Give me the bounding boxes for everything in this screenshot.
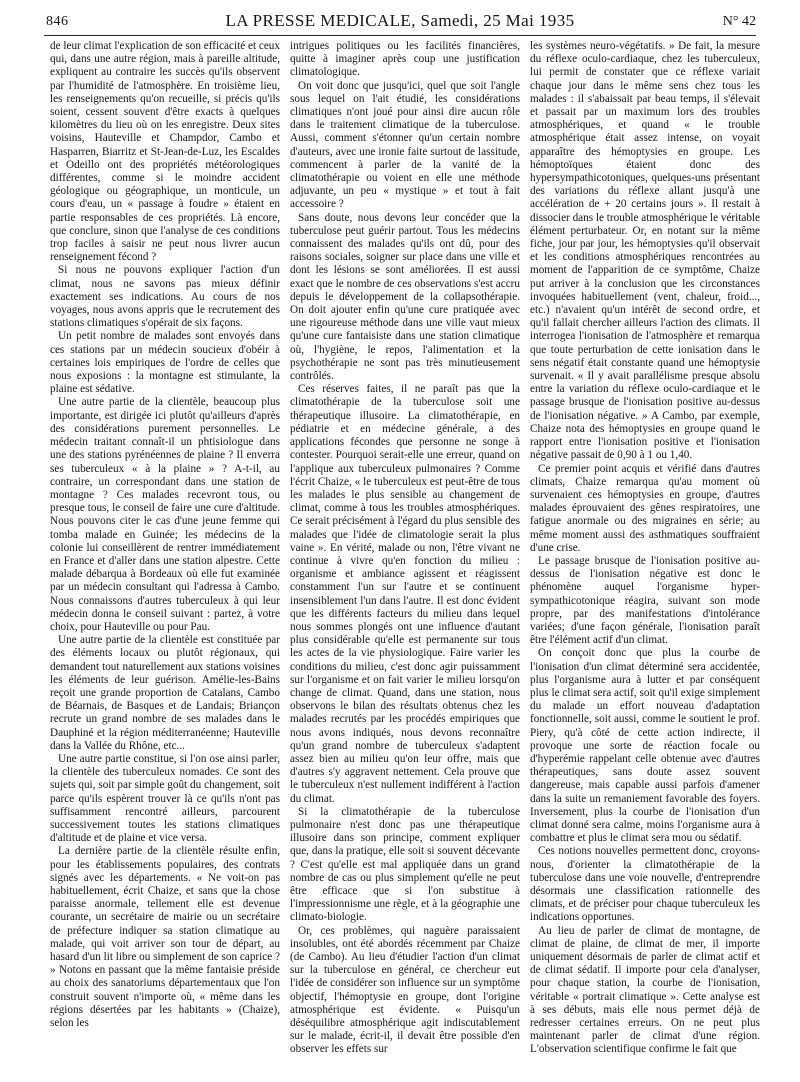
paragraph: Une autre partie de la clientèle est constituée par des éléments locaux ou plutôt régionaux, qui demandent tout naturellement aux stations voisines les éléments de leur guérison. Amélie-les-Bains reçoit une grande proportion de Catalans, Cambo de Béarnais, de Basques et de Landais; Briançon recrute un grand nombre de ses malades dans le Dauphiné et la région méditerranéenne; Hauteville dans la Vallée du Rhône, etc...: [50, 634, 280, 752]
article-body: [50, 40, 760, 1072]
paragraph: Si nous ne pouvons expliquer l'action d'un climat, nous ne savons pas mieux définir exactement ses indications. Au cours de nos voyages, nous avons appris que le recrutement des stations climatiques s'opérait de six façons.: [50, 264, 280, 330]
paragraph: On voit donc que jusqu'ici, quel que soit l'angle sous lequel on l'ait étudié, les considérations climatiques n'ont joué pour ainsi dire aucun rôle dans le traitement climatique de la tuberculose. Aussi, comment s'étonner qu'un certain nombre d'auteurs, avec une ironie faite surtout de lassitude, commencent à parler de la vanité de la climatothérapie ou voient en elle une méthode adjuvante, un peu « mystique » et tout à fait accessoire ?: [290, 79, 520, 211]
paragraph: Au lieu de parler de climat de montagne, de climat de plaine, de climat de mer, il importe uniquement désormais de parler de climat actif et de climat sédatif. Il importe pour cela d'analyser, pour chaque station, la courbe de l'ionisation, véritable « portrait climatique ». Cette analyse est à ses débuts, mais elle nous permet déjà de redresser certaines erreurs. On ne peut plus maintenant parler de climat d'une région. L'observation scientifique confirme le fait que: [530, 924, 760, 1056]
paragraph: On conçoit donc que plus la courbe de l'ionisation d'un climat déterminé sera accidentée, plus l'organisme aura à lutter et par conséquent plus le climat sera actif, soit qu'il exige simplement du malade un effort nouveau d'adaptation fonctionnelle, soit aussi, comme le soutient le prof. Piery, qu'à côté de cette action indirecte, il provoque une sorte de réaction focale ou d'hyperémie rappelant celle obtenue avec d'autres thérapeutiques, sans doute assez souvent dangereuse, mais capable aussi parfois d'amener dans la suite un remaniement favorable des foyers. Inversement, plus la courbe de l'ionisation d'un climat donné sera calme, moins l'organisme aura à combattre et plus le climat sera mou ou sédatif.: [530, 647, 760, 845]
column-1: [50, 40, 280, 1072]
paragraph: Le passage brusque de l'ionisation positive au-dessus de l'ionisation négative est donc le phénomène auquel l'organisme hyper-sympathicotonique réagira, suivant son mode propre, par des manifestations d'intolérance variées; d'une façon générale, l'ionisation paraît être l'élément actif d'un climat.: [530, 554, 760, 647]
paragraph: Ces notions nouvelles permettent donc, croyons-nous, d'orienter la climatothérapie de la tuberculose dans une voie nouvelle, d'entreprendre désormais une classification rationnelle des climats, et de préciser pour chaque tuberculeux les indications opportunes.: [530, 845, 760, 924]
header-rule: [44, 35, 756, 36]
paragraph: La dernière partie de la clientèle résulte enfin, pour les établissements populaires, des contrats signés avec les départements. « Ne voit-on pas habituellement, écrit Chaize, et sans que la chose paraisse anormale, tellement elle est devenue courante, un secrétaire de mairie ou un secrétaire de préfecture indiquer sa station climatique au malade, qui voit arriver son tour de départ, au hasard d'un lit libre ou simplement de son caprice ? » Notons en passant que la même fantaisie préside au choix des sanatoriums départementaux que l'on construit souvent n'importe où, « même dans les régions désertées par les habitants » (Chaize), selon les: [50, 845, 280, 1030]
page-header: [0, 0, 800, 36]
paragraph: Un petit nombre de malades sont envoyés dans ces stations par un médecin soucieux d'obéir à certaines lois empiriques de l'ordre de celles que nous exposions : la montagne est stimulante, la plaine est sédative.: [50, 330, 280, 396]
column-2: [290, 40, 520, 1072]
paragraph: Ce premier point acquis et vérifié dans d'autres climats, Chaize remarqua qu'au moment où survenaient ces hémoptysies en groupe, d'autres malades éprouvaient des gênes respiratoires, une fatigue anormale ou des migraines en série; au même moment aussi des asthmatiques souffraient d'une crise.: [530, 462, 760, 554]
paragraph: Une autre partie de la clientèle, beaucoup plus importante, est dirigée ici plutôt qu'ailleurs d'après des considérations purement personnelles. Le médecin traitant connaît-il un phtisiologue dans une des stations pyrénéennes de plaine ? Il enverra ses tuberculeux « à la plaine » ? A-t-il, au contraire, un correspondant dans une station de montagne ? Ces malades recevront tous, ou presque tous, le conseil de faire une cure d'altitude. Nous pouvons citer le cas d'une jeune femme qui tomba malade en Guinée; les médecins de la colonie lui conseillèrent de rentrer immédiatement en France et d'aller dans une station alpestre. Cette malade débarqua à Bordeaux où elle fut examinée par un médecin consultant qui l'adressa à Cambo. Nous connaissons d'autres tuberculeux à qui leur médecin donna le conseil suivant : partez, à votre choix, pour Hauteville ou pour Pau.: [50, 396, 280, 633]
column-3: [530, 40, 760, 1072]
paragraph: Une autre partie constitue, si l'on ose ainsi parler, la clientèle des tuberculeux nomades. Ce sont des sujets qui, soit par simple goût du changement, soit parce qu'ils espèrent trouver là ce qu'ils n'ont pas suffisamment rencontré ailleurs, parcourent successivement toutes les stations climatiques d'altitude et de plaine et vice versa.: [50, 752, 280, 845]
issue-number: N° 42: [722, 14, 756, 29]
paragraph: Si la climatothérapie de la tuberculose pulmonaire n'est donc pas une thérapeutique illusoire dans son principe, comment expliquer que, dans la pratique, elle soit si souvent décevante ? C'est qu'elle est mal appliquée dans un grand nombre de cas ou plus simplement qu'elle ne peut être efficace que si l'on substitue à l'impressionnisme une règle, et à la géographie une climato-biologie.: [290, 805, 520, 924]
paragraph: de leur climat l'explication de son efficacité et ceux qui, dans une autre région, mais à pareille altitude, expliquent au contraire les succès qu'ils observent par l'humidité de l'atmosphère. En troisième lieu, les renseignements qu'on recueille, si précis qu'ils soient, cessent souvent d'être exacts à quelques kilomètres du lieu où on les enregistre. Deux sites voisins, Hauteville et Champdor, Cambo et Hasparren, Biarritz et St-Jean-de-Luz, les Escaldes et Odeillo ont des propriétés météorologiques différentes, comme si le moindre accident géologique ou géographique, un monticule, un cours d'eau, un « passage à foudre » étaient en partie responsables de ces propriétés. Là encore, que conclure, sinon que l'analyse de ces conditions trop faciles à saisir ne peut nous livrer aucun renseignement fécond ?: [50, 40, 280, 264]
paragraph: les systèmes neuro-végétatifs. » De fait, la mesure du réflexe oculo-cardiaque, chez les tuberculeux, lui permit de constater que ce réflexe variait chaque jour dans le même sens chez tous les malades : il s'abaissait par beau temps, il s'élevait et passait par un maximum lors des troubles atmosphériques, et quand « le trouble atmosphérique était assez intense, on voyait apparaître des hémoptysies en groupe. Les hémoptoïques étaient donc des hypersympathicotoniques, quelques-uns présentant des variations du réflexe allant jusqu'à une accélération de + 20 certains jours ». Il restait à dissocier dans le trouble atmosphérique le véritable élément perturbateur. Or, en notant sur la même fiche, jour par jour, les hémoptysies qu'il observait et les conditions atmosphériques rencontrées au moment de l'apparition de ce symptôme, Chaize put arriver à la conclusion que les circonstances invoquées habituellement (vent, chaleur, froid..., etc.) n'avaient qu'un intérêt de second ordre, et qu'il fallait chercher ailleurs l'action des climats. Il interrogea l'ionisation de l'atmosphère et remarqua que toute perturbation de cette ionisation dans le sens négatif était constante quand une hémoptysie survenait. « Il y avait parallélisme presque absolu entre la variation du réflexe oculo-cardiaque et le passage brusque de l'ionisation positive au-dessus de l'ionisation négative. » A Cambo, par exemple, Chaize nota des hémoptysies en groupe quand le rapport entre l'ionisation positive et l'ionisation négative passait de 0,90 à 1 ou 1,40.: [530, 40, 760, 462]
journal-title: LA PRESSE MEDICALE, Samedi, 25 Mai 1935: [225, 11, 575, 30]
page-number: 846: [46, 14, 69, 29]
paragraph: Ces réserves faites, il ne paraît pas que la climatothérapie de la tuberculose soit une thérapeutique illusoire. La climatothérapie, en pédiatrie et en médecine générale, a des applications fécondes que personne ne songe à contester. Pourquoi serait-elle une erreur, quand on l'applique aux tuberculeux pulmonaires ? Comme l'écrit Chaize, « le tuberculeux est peut-être de tous les malades le plus sensible au changement de climat, comme à tous les troubles atmosphériques. Ce serait précisément à l'égard du plus sensible des malades que l'idée de climatologie serait la plus vaine ». En vérité, malade ou non, l'être vivant ne continue à vivre qu'en fonction du milieu : organisme et ambiance agissent et réagissent constamment l'un sur l'autre et se continuent insensiblement l'un dans l'autre. Il est donc évident que les différents facteurs du milieu dans lequel nous sommes plongés ont une influence d'autant plus considérable qu'elle est permanente sur tous les actes de la vie physiologique. Faire varier les conditions du milieu, c'est donc agir puissamment sur l'organisme et on fait varier le milieu lorsqu'on change de climat. Quand, dans une station, nous observons le bilan des résultats obtenus chez les malades recrutés par les procédés empiriques que nous avons indiqués, nous devons reconnaître qu'un grand nombre de tuberculeux s'adaptent assez bien au milieu qu'on leur offre, mais que d'autres s'y aggravent nettement. Cela prouve que le tuberculeux n'est nullement indifférent à l'action du climat.: [290, 383, 520, 805]
paragraph: Or, ces problèmes, qui naguère paraissaient insolubles, ont été abordés récemment par Chaize (de Cambo). Au lieu d'étudier l'action d'un climat sur la tuberculose en général, ce chercheur eut l'idée de considérer son influence sur un symptôme objectif, l'hémoptysie en groupe, dont l'origine atmosphérique est évidente. « Puisqu'un déséquilibre atmosphérique agit indiscutablement sur le malade, écrit-il, il devait être possible d'en observer les effets sur: [290, 924, 520, 1056]
paragraph: intrigues politiques ou les facilités financières, quitte à imaginer après coup une justification climatologique.: [290, 40, 520, 79]
paragraph: Sans doute, nous devons leur concéder que la tuberculose peut guérir partout. Tous les médecins connaissent des malades qu'ils ont dû, pour des raisons sociales, soigner sur place dans une ville et dont les lésions se sont améliorées. Il est aussi exact que le nombre de ces observations s'est accru depuis le développement de la collapsothérapie. On doit ajouter enfin qu'une cure pratiquée avec une rigoureuse méthode dans une ville vaut mieux qu'une cure fantaisiste dans une station climatique où, l'hygiène, le repos, l'alimentation et la psychothérapie ne sont pas très minutieusement contrôlés.: [290, 211, 520, 383]
